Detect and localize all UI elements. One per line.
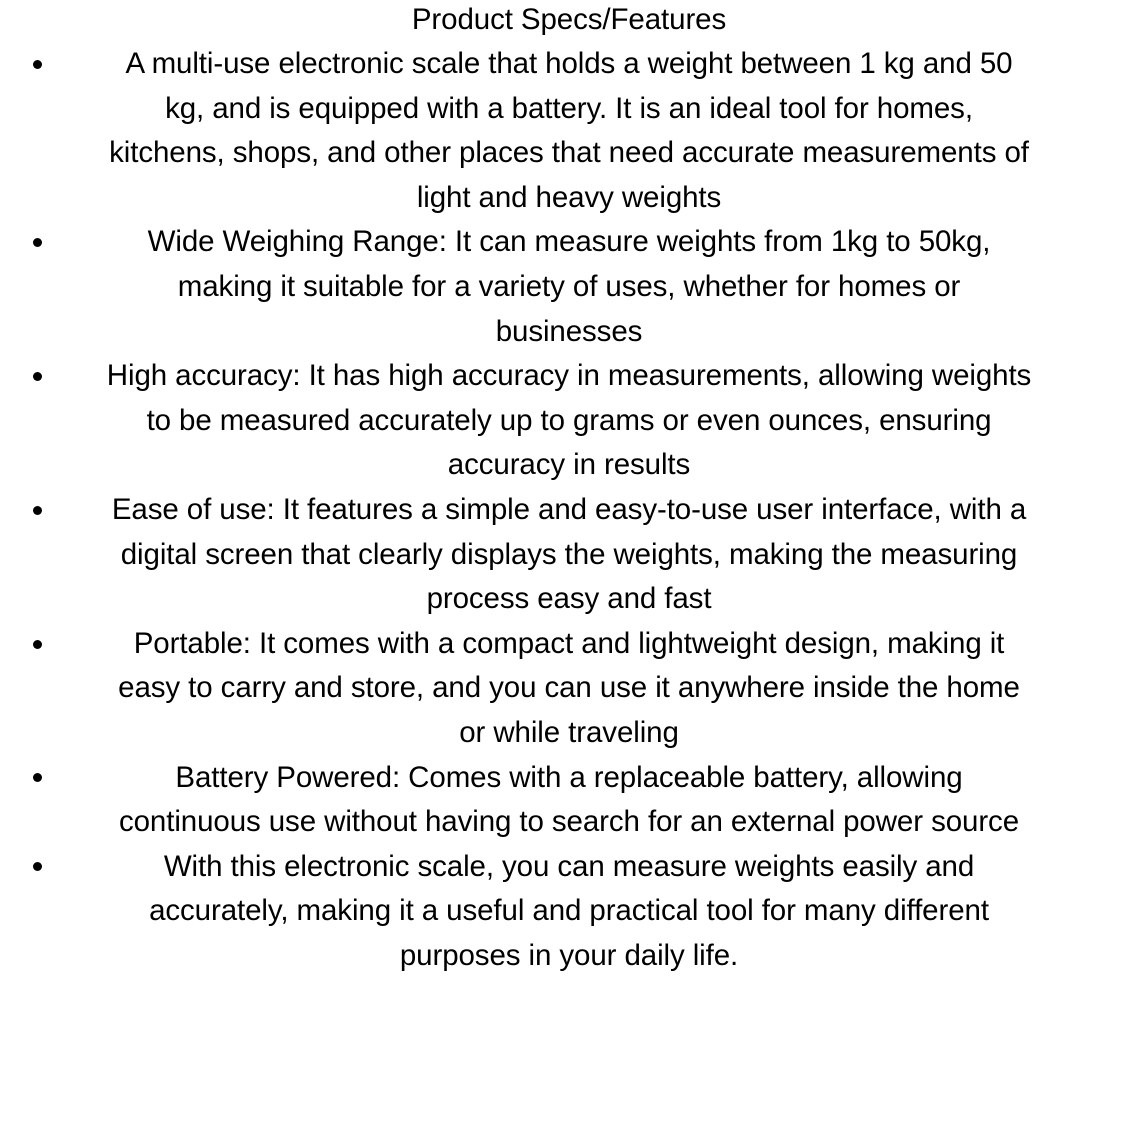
feature-text (53, 845, 1085, 979)
feature-item-ease-of-use (0, 488, 1125, 622)
feature-line: making it suitable for a variety of uses, whether for homes or (177, 269, 961, 303)
feature-item-portable (0, 622, 1125, 756)
feature-line: businesses (495, 314, 643, 348)
feature-list (0, 42, 1125, 978)
bullet-icon (30, 488, 44, 533)
feature-text (53, 488, 1085, 622)
feature-text (53, 220, 1085, 354)
feature-line: accurately, making it a useful and practical tool for many different (149, 894, 989, 928)
document-title: Product Specs/Features (411, 3, 727, 36)
feature-line: A multi-use electronic scale that holds a weight between 1 kg and 50 (125, 47, 1013, 80)
feature-line: Wide Weighing Range: It can measure weights from 1kg to 50kg, (147, 225, 991, 259)
feature-line: Ease of use: It features a simple and easy-to-use user interface, with a (111, 492, 1027, 526)
feature-line: continuous use without having to search for an external power source (118, 805, 1020, 839)
feature-item-battery-powered (0, 756, 1125, 845)
bullet-icon (30, 42, 44, 87)
feature-line: accuracy in results (447, 448, 691, 482)
feature-line: easy to carry and store, and you can use it anywhere inside the home (118, 671, 1020, 705)
feature-item-weighing-range (0, 220, 1125, 354)
feature-item-summary (0, 845, 1125, 979)
feature-text (53, 622, 1085, 756)
feature-text (53, 354, 1085, 488)
feature-line: light and heavy weights (416, 180, 722, 214)
feature-text (53, 42, 1085, 220)
feature-line: kitchens, shops, and other places that need accurate measurements of (109, 136, 1029, 170)
bullet-icon (30, 354, 44, 399)
feature-line: High accuracy: It has high accuracy in measurements, allowing weights (106, 359, 1032, 393)
feature-line: With this electronic scale, you can measure weights easily and (163, 849, 975, 883)
feature-line: Battery Powered: Comes with a replaceable battery, allowing (175, 760, 963, 794)
feature-line: digital screen that clearly displays the weights, making the measuring (120, 537, 1018, 571)
feature-line: purposes in your daily life. (399, 938, 739, 972)
feature-item-multi-use (0, 42, 1125, 220)
bullet-icon (30, 845, 44, 890)
feature-text (53, 756, 1085, 845)
feature-line: to be measured accurately up to grams or even ounces, ensuring (146, 403, 992, 437)
bullet-icon (30, 622, 44, 667)
feature-item-high-accuracy (0, 354, 1125, 488)
feature-line: Portable: It comes with a compact and lightweight design, making it (133, 626, 1005, 660)
feature-line: process easy and fast (426, 582, 712, 616)
feature-line: kg, and is equipped with a battery. It is an ideal tool for homes, (165, 91, 973, 125)
bullet-icon (30, 220, 44, 265)
feature-line: or while traveling (459, 715, 679, 749)
bullet-icon (30, 756, 44, 801)
